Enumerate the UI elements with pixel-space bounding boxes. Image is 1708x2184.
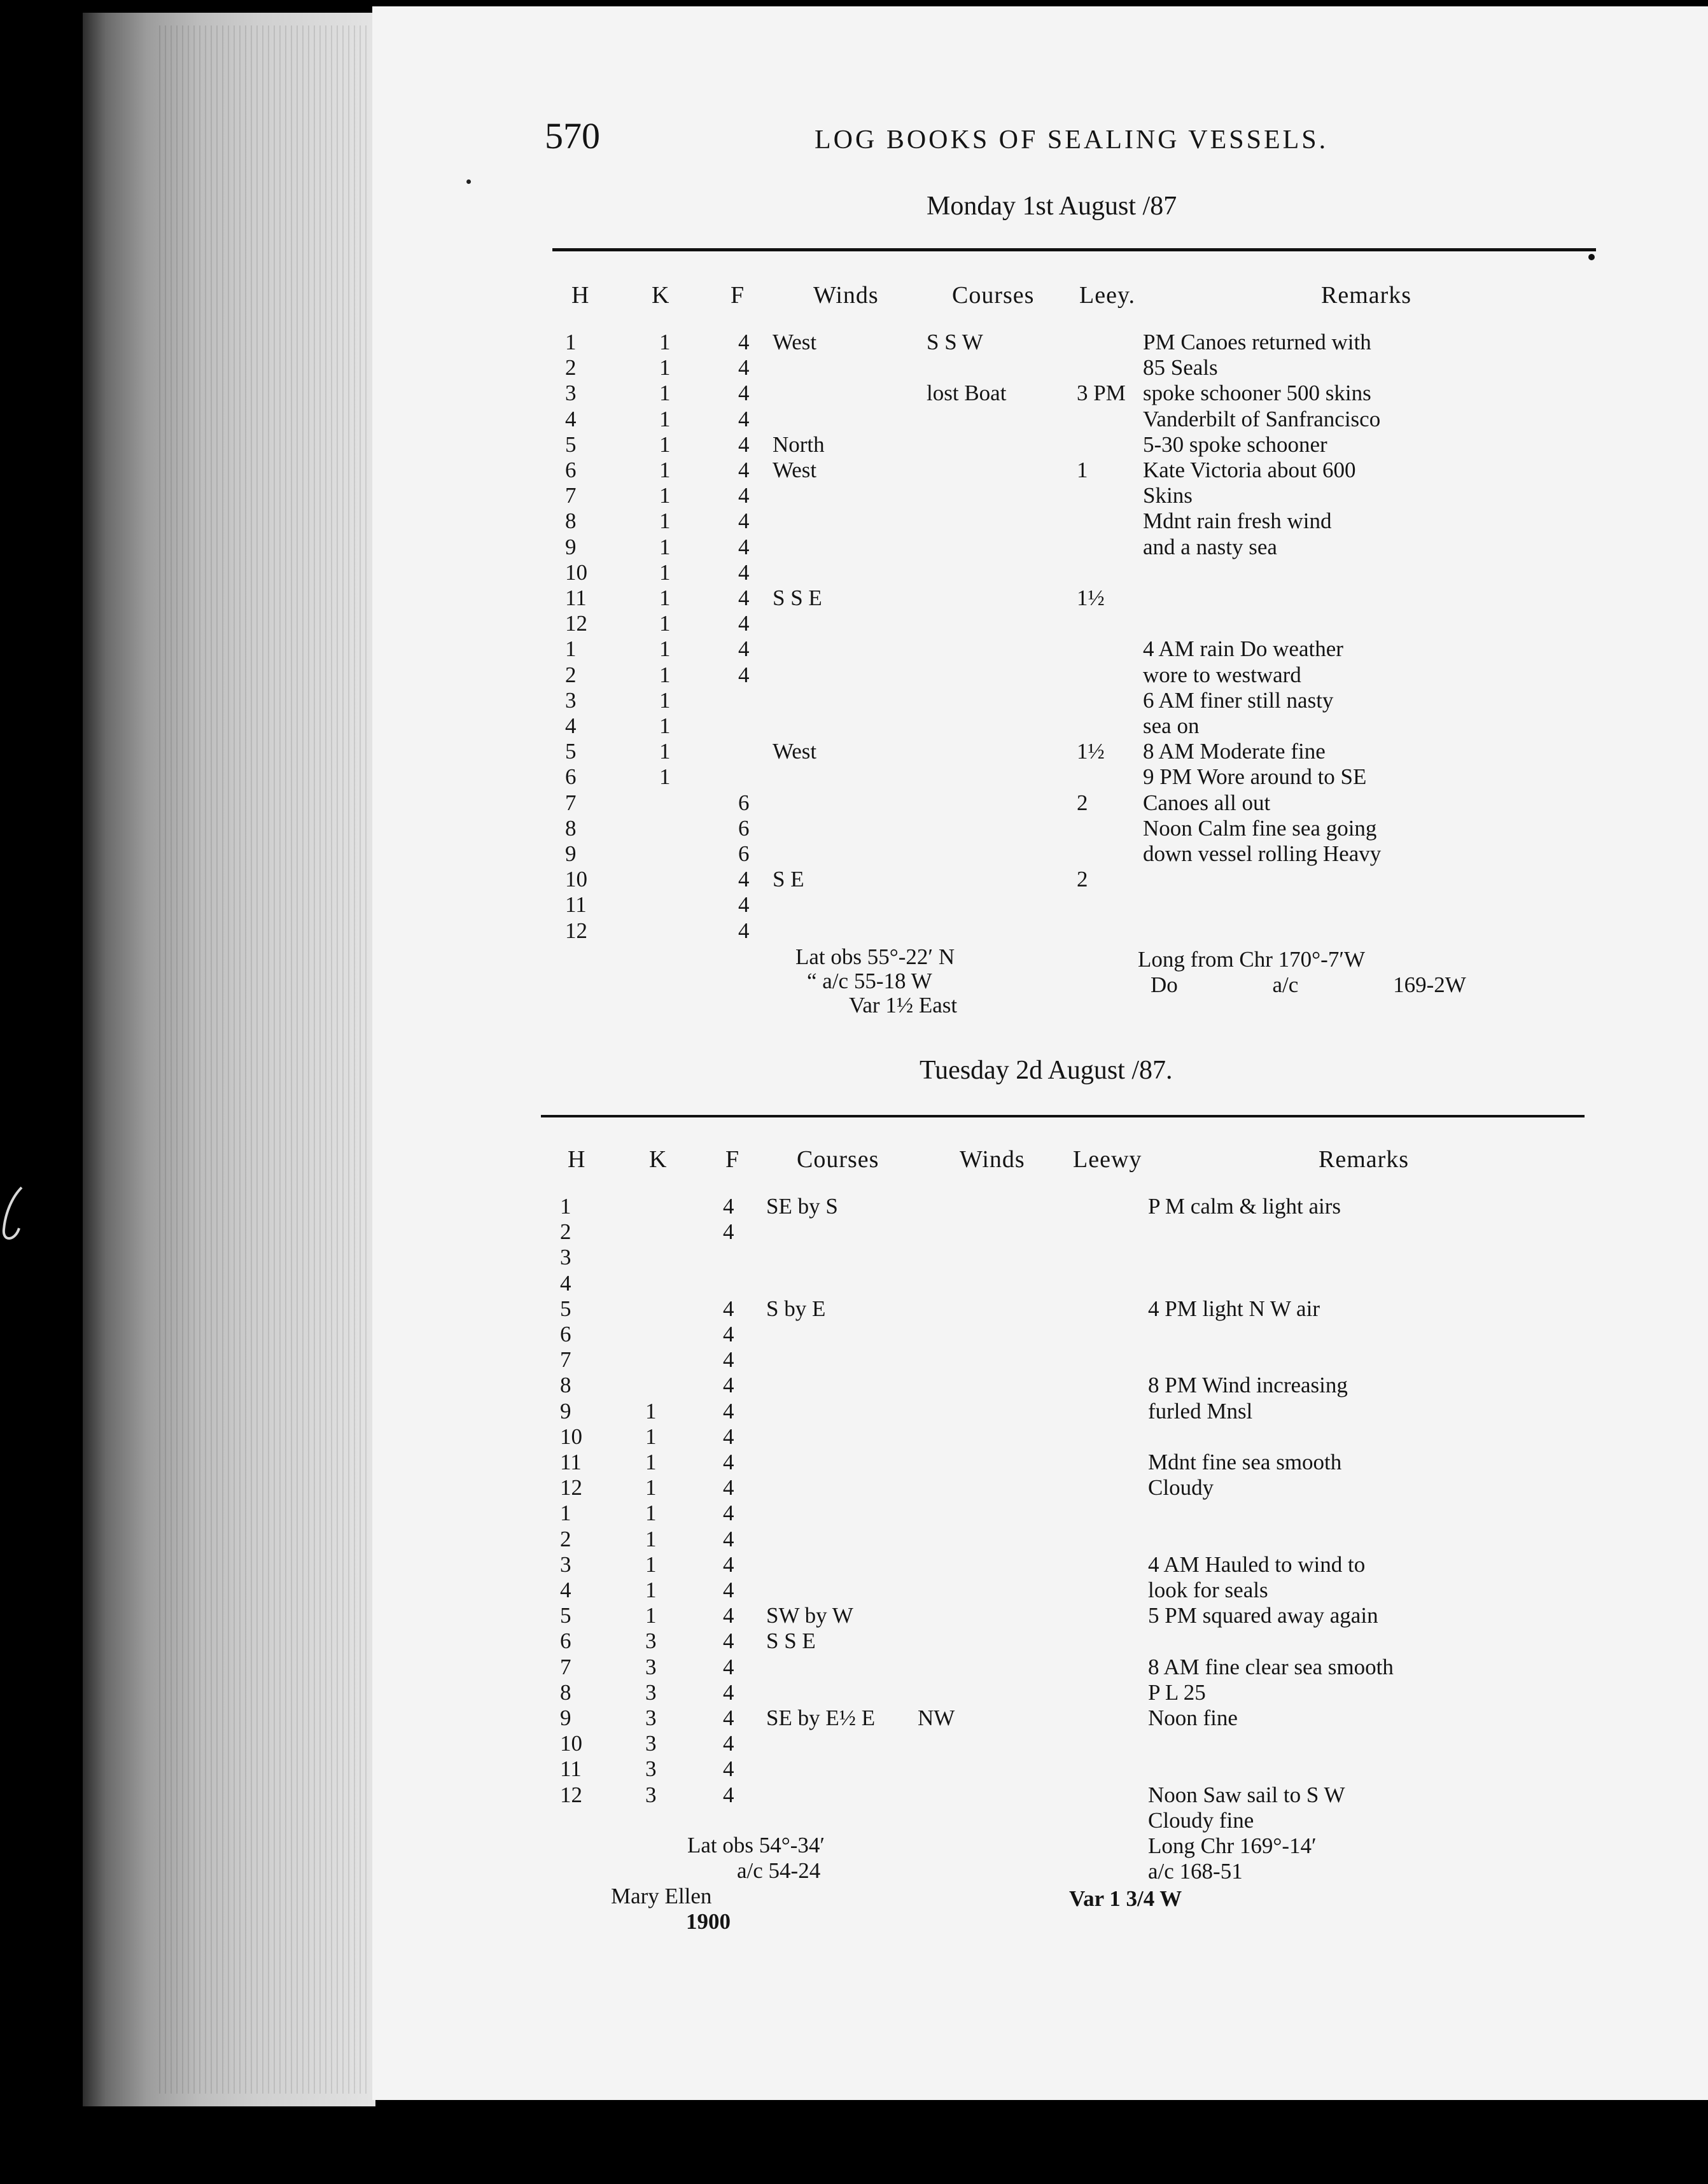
log1-knots-cell: 1 [659,559,671,585]
log2-hour-cell: 12 [560,1475,582,1501]
log2-hour-cell: 1 [560,1194,571,1219]
log2-hour-cell: 9 [560,1705,571,1730]
log1-leeway-cell: 2 [1077,867,1088,892]
log1-knots-cell: 1 [659,508,671,534]
log2-knots-cell: 1 [645,1475,657,1501]
log2-hour-cell: 6 [560,1322,571,1347]
log2-remark-line: furled Mnsl [1148,1398,1253,1424]
log1-remark-line: sea on [1143,713,1200,738]
log1-winds-cell: S S E [773,585,822,610]
log2-remark-line: Cloudy fine [1148,1807,1254,1833]
log2-hour-cell: 8 [560,1373,571,1398]
log1-knots-cell: 1 [659,713,671,738]
log1-winds-cell: West [773,330,817,354]
log2-knots-cell: 1 [645,1424,657,1449]
log2-remark-line: Noon Saw sail to S W [1148,1782,1345,1807]
log1-header-col6: Leey. [1079,282,1135,309]
log1-leeway-cell: 2 [1077,790,1088,815]
log2-courses-cell: S S E [766,1628,816,1654]
log2-remark-line: Noon fine [1148,1705,1238,1730]
log1-remark-line: Mdnt rain fresh wind [1143,508,1332,534]
log2-remark-line: 8 PM Wind increasing [1148,1373,1348,1398]
log2-fathoms-cell: 4 [723,1526,734,1551]
log2-remark-line: P M calm & light airs [1148,1194,1341,1219]
log1-lat-observed: Lat obs 55°-22′ N [795,944,955,969]
log1-hour-cell: 3 [565,687,577,713]
log2-knots-cell: 3 [645,1705,657,1730]
log1-knots-cell: 1 [659,636,671,662]
log2-fathoms-cell: 4 [723,1756,734,1782]
log1-long-chronometer: Long from Chr 170°-7′W [1138,947,1366,972]
log2-hour-cell: 9 [560,1398,571,1424]
log1-fathoms-cell: 4 [738,381,750,406]
log2-hour-cell: 10 [560,1424,582,1449]
log1-leeway-cell: 1½ [1077,739,1105,764]
log2-knots-cell: 3 [645,1654,657,1679]
log2-year: 1900 [686,1909,731,1934]
log2-fathoms-cell: 4 [723,1398,734,1424]
log1-knots-cell: 1 [659,611,671,636]
log1-winds-cell: S E [773,867,804,892]
log1-hour-cell: 4 [565,406,577,431]
log2-hour-cell: 12 [560,1782,582,1807]
log1-header-col5: Courses [952,282,1035,309]
log1-knots-cell: 1 [659,585,671,610]
log2-hour-cell: 11 [560,1450,582,1474]
log2-fathoms-cell: 4 [723,1654,734,1679]
log1-hour-cell: 9 [565,841,577,866]
log1-knots-cell: 1 [659,431,671,457]
log2-header-col6: Leewy [1073,1146,1142,1173]
log2-hour-cell: 1 [560,1501,571,1526]
log1-remark-line: down vessel rolling Heavy [1143,841,1382,866]
log2-fathoms-cell: 4 [723,1475,734,1501]
log2-remark-line: 8 AM fine clear sea smooth [1148,1654,1394,1679]
log2-hour-cell: 3 [560,1245,571,1270]
log2-hour-cell: 4 [560,1578,571,1602]
log1-fathoms-cell: 4 [738,330,750,354]
log1-remark-line: and a nasty sea [1143,534,1277,559]
log1-fathoms-cell: 4 [738,355,750,381]
log2-date: Tuesday 2d August /87. [920,1056,1173,1085]
log2-courses-cell: SW by W [766,1603,853,1628]
log1-fathoms-cell: 4 [738,867,750,892]
log2-knots-cell: 3 [645,1731,657,1756]
log2-hour-cell: 4 [560,1270,571,1296]
log2-fathoms-cell: 4 [723,1194,734,1219]
log2-header-hour: H [568,1146,586,1173]
log1-hour-cell: 6 [565,764,577,790]
log1-knots-cell: 1 [659,739,671,764]
log1-variation: Var 1½ East [849,993,958,1018]
log2-hour-cell: 7 [560,1654,571,1679]
log2-knots-cell: 1 [645,1526,657,1551]
log1-hour-cell: 7 [565,790,577,815]
log2-remark-line: 4 PM light N W air [1148,1296,1320,1321]
log2-fathoms-cell: 4 [723,1296,734,1321]
log2-courses-cell: S by E [766,1296,826,1321]
log1-remark-line: 4 AM rain Do weather [1143,636,1343,662]
log2-fathoms-cell: 4 [723,1551,734,1577]
log2-hour-cell: 7 [560,1347,571,1373]
log2-fathoms-cell: 4 [723,1782,734,1807]
log1-rule-dot [1588,254,1595,260]
log1-hour-cell: 4 [565,713,577,738]
log2-hour-cell: 11 [560,1756,582,1782]
log2-hour-cell: 10 [560,1731,582,1756]
log2-knots-cell: 1 [645,1603,657,1628]
log2-knots-cell: 3 [645,1782,657,1807]
log1-knots-cell: 1 [659,406,671,431]
log1-courses-cell: lost Boat [927,381,1007,406]
log1-remark-line: 5-30 spoke schooner [1143,431,1327,457]
log2-header-col5: Winds [960,1146,1025,1173]
log2-hour-cell: 3 [560,1551,571,1577]
log2-remark-line: a/c 168-51 [1148,1859,1243,1884]
log2-fathoms-cell: 4 [723,1450,734,1474]
log1-hour-cell: 8 [565,815,577,841]
log2-top-rule [541,1115,1585,1117]
log2-fathoms-cell: 4 [723,1679,734,1705]
log1-fathoms-cell: 4 [738,406,750,431]
log1-remark-line: Skins [1143,483,1193,508]
log1-knots-cell: 1 [659,330,671,354]
log2-header-col4: Courses [797,1146,879,1173]
log1-fathoms-cell: 4 [738,585,750,610]
log2-hour-cell: 2 [560,1526,571,1551]
log1-knots-cell: 1 [659,662,671,687]
log1-long-account: Do a/c 169-2W [1151,972,1466,997]
log1-top-rule [552,248,1596,251]
log1-remark-line: 85 Seals [1143,355,1218,381]
log1-leeway-cell: 3 PM [1077,381,1126,406]
log1-hour-cell: 11 [565,585,587,610]
log1-hour-cell: 10 [565,867,587,892]
log1-winds-cell: West [773,458,817,482]
log1-hour-cell: 12 [565,611,587,636]
log1-remark-line: 9 PM Wore around to SE [1143,764,1367,790]
log2-fathoms-cell: 4 [723,1322,734,1347]
log2-knots-cell: 1 [645,1450,657,1474]
log2-fathoms-cell: 4 [723,1373,734,1398]
log1-remark-line: 8 AM Moderate fine [1143,739,1326,764]
log1-leeway-cell: 1 [1077,458,1088,482]
log2-remark-line: Long Chr 169°-14′ [1148,1833,1317,1858]
log2-fathoms-cell: 4 [723,1705,734,1730]
log2-fathoms-cell: 4 [723,1731,734,1756]
log2-header-remarks: Remarks [1319,1146,1410,1173]
log2-remark-line: Cloudy [1148,1475,1214,1501]
log1-remark-line: Noon Calm fine sea going [1143,815,1377,841]
log2-vessel-name: Mary Ellen [611,1884,712,1908]
log2-knots-cell: 3 [645,1628,657,1654]
log1-remark-line: spoke schooner 500 skins [1143,381,1371,406]
log2-header-knots: K [649,1146,668,1173]
log1-courses-cell: S S W [927,330,983,354]
log1-fathoms-cell: 6 [738,815,750,841]
log2-knots-cell: 3 [645,1756,657,1782]
log2-knots-cell: 1 [645,1578,657,1602]
log1-hour-cell: 5 [565,431,577,457]
log1-header-knots: K [652,282,670,309]
log1-knots-cell: 1 [659,764,671,790]
log2-hour-cell: 5 [560,1296,571,1321]
log1-hour-cell: 8 [565,508,577,534]
log1-fathoms-cell: 4 [738,483,750,508]
log1-fathoms-cell: 4 [738,559,750,585]
log2-knots-cell: 3 [645,1679,657,1705]
log1-fathoms-cell: 4 [738,918,750,943]
log1-fathoms-cell: 4 [738,636,750,662]
log2-hour-cell: 5 [560,1603,571,1628]
log1-remark-line: Vanderbilt of Sanfrancisco [1143,406,1381,431]
log1-hour-cell: 1 [565,636,577,662]
log1-header-col4: Winds [813,282,879,309]
log1-header-remarks: Remarks [1321,282,1412,309]
log2-fathoms-cell: 4 [723,1347,734,1373]
log2-winds-cell: NW [918,1705,955,1730]
log1-fathoms-cell: 4 [738,892,750,918]
log2-fathoms-cell: 4 [723,1219,734,1245]
log1-remark-line: Canoes all out [1143,790,1271,815]
log1-fathoms-cell: 4 [738,662,750,687]
log1-knots-cell: 1 [659,355,671,381]
page-number: 570 [545,115,600,157]
log2-hour-cell: 8 [560,1679,571,1705]
log2-fathoms-cell: 4 [723,1424,734,1449]
log2-remark-line: look for seals [1148,1578,1268,1602]
log1-header-hour: H [571,282,590,309]
log1-knots-cell: 1 [659,381,671,406]
log2-fathoms-cell: 4 [723,1578,734,1602]
log2-lat-account: a/c 54-24 [737,1858,821,1883]
log2-remark-line: 5 PM squared away again [1148,1603,1378,1628]
log2-variation: Var 1 3/4 W [1069,1886,1182,1911]
log1-hour-cell: 12 [565,918,587,943]
log2-fathoms-cell: 4 [723,1501,734,1526]
log1-fathoms-cell: 4 [738,534,750,559]
log1-hour-cell: 6 [565,458,577,482]
log1-fathoms-cell: 4 [738,458,750,482]
log1-fathoms-cell: 4 [738,611,750,636]
log1-hour-cell: 3 [565,381,577,406]
log1-hour-cell: 5 [565,739,577,764]
log2-fathoms-cell: 4 [723,1628,734,1654]
log1-winds-cell: West [773,739,817,764]
log2-hour-cell: 6 [560,1628,571,1654]
log1-date: Monday 1st August /87 [927,192,1177,221]
log2-knots-cell: 1 [645,1501,657,1526]
log1-fathoms-cell: 6 [738,841,750,866]
ink-speck [466,179,471,184]
log2-remark-line: P L 25 [1148,1679,1206,1705]
page-stack-lines [159,25,369,2094]
log1-remark-line: Kate Victoria about 600 [1143,458,1356,482]
log1-remark-line: PM Canoes returned with [1143,330,1371,354]
log1-fathoms-cell: 4 [738,431,750,457]
margin-scribble-mark [0,1184,28,1247]
log2-remark-line: Mdnt fine sea smooth [1148,1450,1342,1474]
log2-fathoms-cell: 4 [723,1603,734,1628]
log1-knots-cell: 1 [659,483,671,508]
log2-knots-cell: 1 [645,1398,657,1424]
log2-courses-cell: SE by S [766,1194,838,1219]
log1-winds-cell: North [773,431,825,457]
log2-knots-cell: 1 [645,1551,657,1577]
log1-remark-line: wore to westward [1143,662,1301,687]
log1-hour-cell: 2 [565,355,577,381]
running-head: LOG BOOKS OF SEALING VESSELS. [815,125,1329,155]
log2-remark-line: 4 AM Hauled to wind to [1148,1551,1366,1577]
log2-hour-cell: 2 [560,1219,571,1245]
log1-leeway-cell: 1½ [1077,585,1105,610]
log1-knots-cell: 1 [659,534,671,559]
log1-hour-cell: 9 [565,534,577,559]
log2-lat-observed: Lat obs 54°-34′ [687,1833,825,1858]
log2-courses-cell: SE by E½ E [766,1705,876,1730]
log1-hour-cell: 2 [565,662,577,687]
log1-knots-cell: 1 [659,687,671,713]
log1-header-fathoms: F [731,282,745,309]
log1-fathoms-cell: 4 [738,508,750,534]
log1-fathoms-cell: 6 [738,790,750,815]
log1-remark-line: 6 AM finer still nasty [1143,687,1334,713]
log1-hour-cell: 11 [565,892,587,918]
log1-lat-account: “ a/c 55-18 W [807,969,932,993]
log1-knots-cell: 1 [659,458,671,482]
log1-hour-cell: 1 [565,330,577,354]
log1-hour-cell: 7 [565,483,577,508]
log2-header-fathoms: F [725,1146,740,1173]
log1-hour-cell: 10 [565,559,587,585]
